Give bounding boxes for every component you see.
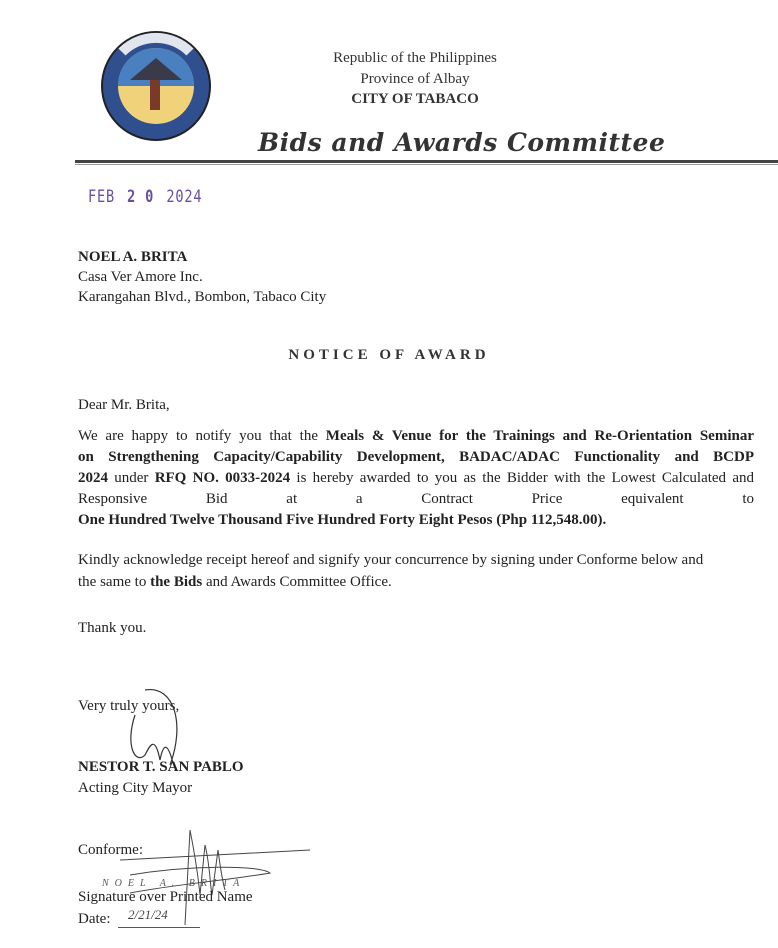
header-city: CITY OF TABACO xyxy=(351,91,479,107)
body-line-4: Responsive Bid at a Contract Price equivalent to xyxy=(78,491,754,507)
signatory-name: NESTOR T. SAN PABLO xyxy=(78,759,244,775)
body-text: under xyxy=(108,470,155,486)
para2-line-1: Kindly acknowledge receipt hereof and signify your concurrence by signing under Conforme below and xyxy=(78,552,704,568)
valediction: Very truly yours, xyxy=(78,698,180,714)
stamp-year: 2024 xyxy=(166,187,203,207)
body-text: and Awards Committee Office. xyxy=(202,574,392,590)
conforme-label: Conforme: xyxy=(78,842,143,858)
date-value: 2/21/24 xyxy=(128,907,168,922)
body-line-1 xyxy=(78,428,754,445)
body-line-2: on Strengthening Capacity/Capability Development, BADAC/ADAC Functionality and BCDP xyxy=(78,449,754,465)
header-rule xyxy=(75,160,778,163)
header-republic: Republic of the Philippines xyxy=(333,50,497,66)
date-label: Date: xyxy=(78,911,111,927)
body-text: is hereby awarded to you as the Bidder with the Lowest Calculated and xyxy=(290,470,754,486)
handwritten-name: NOEL A. BRITA xyxy=(102,878,246,889)
signature-label: Signature over Printed Name xyxy=(78,889,253,905)
body-text-bold: the Bids xyxy=(150,574,203,590)
header-province: Province of Albay xyxy=(360,71,470,87)
body-text: We are happy to notify you that the xyxy=(78,428,326,444)
recipient-address: Karangahan Blvd., Bombon, Tabaco City xyxy=(78,289,327,305)
recipient-name: NOEL A. BRITA xyxy=(78,249,188,265)
body-line-3 xyxy=(78,470,754,487)
project-year: 2024 xyxy=(78,470,108,486)
stamp-month: FEB xyxy=(88,187,115,207)
project-title: Meals & Venue for the Trainings and Re-Orientation Seminar xyxy=(325,428,754,444)
salutation: Dear Mr. Brita, xyxy=(78,397,170,413)
thank-you: Thank you. xyxy=(78,620,147,636)
contract-price: One Hundred Twelve Thousand Five Hundred Forty Eight Pesos (Php 112,548.00). xyxy=(78,512,607,528)
body-text: the same to xyxy=(78,574,151,590)
para2-line-2 xyxy=(78,574,754,591)
signatory-position: Acting City Mayor xyxy=(78,780,193,796)
stamp-day: 2 0 xyxy=(127,187,155,207)
date-stamp xyxy=(88,187,202,207)
document-title: NOTICE OF AWARD xyxy=(288,347,490,363)
committee-title: Bids and Awards Committee xyxy=(258,128,666,157)
recipient-company: Casa Ver Amore Inc. xyxy=(78,269,203,285)
header-rule-thin xyxy=(75,164,778,165)
date-line xyxy=(118,927,200,928)
rfq-number: RFQ NO. 0033-2024 xyxy=(154,470,291,486)
